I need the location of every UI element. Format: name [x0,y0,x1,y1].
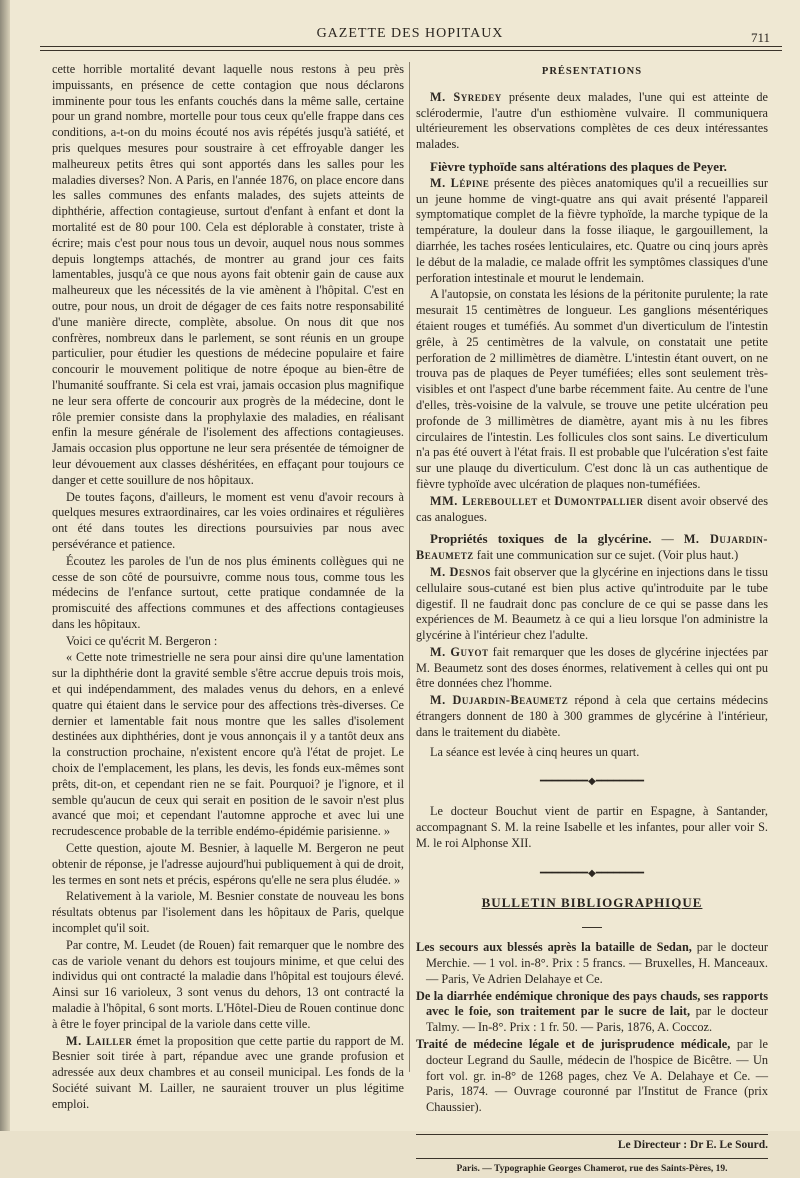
speaker-name: M. Guyot [430,644,489,659]
subsection-title-glycerine: Propriétés toxiques de la glycérine. [430,531,652,547]
paragraph: Cette question, ajoute M. Besnier, à laquelle M. Bergeron ne peut obtenir de réponse, je l'adresse aujourd'hui publiquement à qui de droit, les termes en sont nets et précis, espérons qu'elle ne sera plus éludée. » [52,841,404,887]
subsection-title-fievre: Fièvre typhoïde sans altérations des plaques de Peyer. [430,158,727,174]
speaker-name: M. Desnos [430,564,491,579]
paragraph: A l'autopsie, on constata les lésions de la péritonite purulente; la rate mesurait 15 centimètres de longueur. Les ganglions mésentériques étaient rouges et tuméfiés. Au sommet d'un diverticulum de l'intestin grêle, à 25 centimètres de la valvule, on constatait une petite perforation de 2 millimètres de diamètre. L'intestin étant ouvert, on ne trouva pas de plaques de Peyer tuméfiées; elles sont seulement très-visibles et ont l'aspect d'une barbe récemment faite. Au centre de l'une d'elles, très-voisine de la valvule, se trouve une petite ulcération peu profonde de 3 millimètres de diamètre, ayant mis à nu les fibres circulaires de l'intestin. Les follicules clos sont sains. Le diverticulum n'a pas été ouvert à l'état frais. Il est probable que l'ulcération s'est faite sur une plauqe du diverticulum. C'est donc là un cas authentique de fièvre typhoïde avec ulcération de plaques non-tuméfiées. [416,287,768,491]
column-divider [409,62,410,1072]
paragraph: Écoutez les paroles de l'un de nos plus éminents collègues qui ne cesse de son côté de poursuivre, comme nous tous, comme tous les médecins de l'enfance surtout, cette pratique condamnée de la promiscuité des affections communes et des affections contagieuses dans les hôpitaux. [52,553,404,631]
paragraph: cette horrible mortalité devant laquelle nous restons à peu près impuissants, en présence de cette contagion que nous déclarons imminente pour tous les enfants couchés dans la même salle, certaine pour un grand nombre, mortelle pour tous ceux qu'elle frappe dans ces conditions, a-t-on du moins écouté nos avis répétés jusqu'à satiété, et pris quelques mesures pour soustraire à cet effroyable danger les malheureux petits êtres qui sont apportés dans les salles pour les maladies diverses? Non. A Paris, en l'année 1876, on place encore dans les salles communes des enfants malades, des sujets atteints de diphthérie, affection contagieuse, surtout d'enfant à enfant et dont la mortalité est de 80 pour 100. Cela est déplorable à constater, triste à écrire; mais c'est pour nous tous un devoir, auquel nous nous sommes depuis longtemps attachés, de montrer au grand jour ces faits lamentables, jusqu'à ce que nous ayons fait obtenir gain de cause aux malheureux que les nécessités de la vie amènent à l'hôpital. C'est en outre, pour nous, un droit de dégager de ces faits notre responsabilité d'une manière directe, complète, absolue. On nous dit que nos confrères, nombreux dans le parlement, se sont réunis en un groupe particulier, pour étudier les questions de médecine populaire et faire concourir le mouvement politique de notre époque au bien-être de l'humanité souffrante. Si cela est vrai, jamais occasion plus magnifique ne leur sera offerte de concourir aux progrès de la médecine, dont le rôle premier consiste dans la prophylaxie des maladies, en réalisant enfin la mesure générale de l'isolement des affections contagieuses. Jamais occasion plus opportune ne leur sera présentée de témoigner de leur dévouement aux classes déshéritées, en effaçant pour toujours ce danger et cette souillure de nos hôpitaux. [52,62,404,487]
speaker-text: fait une communication sur ce sujet. (Voir plus haut.) [476,548,739,563]
paragraph [416,645,768,692]
imprint-line: Paris. — Typographie Georges Chamerot, rue des Saints-Pères, 19. [416,1158,768,1178]
paragraph [416,565,768,644]
bib-details: par le docteur Legrand du Saulle, médecin de l'hospice de Bicêtre. — Un fort vol. gr. in-8° de 1268 pages, chez Ve A. Delahaye et Ce. — Paris, 1874. — Ouvrage couronné par l'Institut de France (prix Chaussier). [426,1037,768,1115]
paragraph-bouchut: Le docteur Bouchut vient de partir en Espagne, à Santander, accompagnant S. M. la reine Isabelle et les infantes, pour aller voir S. M. le roi Alphonse XII. [416,804,768,850]
paragraph [416,90,768,153]
speaker-name: M. Lailler [66,1033,133,1048]
paragraph: Propriétés toxiques de la glycérine. — M. Dujardin-Beaumetz fait une communication sur ce sujet. (Voir plus haut.) [416,531,768,563]
director-line: Le Directeur : Dr E. Le Sourd. [416,1134,768,1154]
speaker-name: M. Dujardin-Beaumetz [430,693,569,708]
ornament-divider: ━━━━━━━━◆━━━━━━━━ [539,776,645,788]
bib-title: De la diarrhée endémique chronique des pays chauds, ses rapports avec le foie, son traitement par le sucre de lait, [416,988,768,1019]
header-rule [40,46,782,47]
paragraph-lailler [52,1034,404,1113]
speaker-text: fait remarquer que les doses de glycérine injectées par M. Beaumetz sont des doses énormes, relativement à celles qui ont pu être données chez l'homme. [416,644,768,691]
bib-title: Les secours aux blessés après la bataille de Sedan, [416,940,692,955]
speaker-text: disent avoir observé des cas analogues. [416,493,769,524]
speaker-text: émet la proposition que cette partie du rapport de M. Besnier soit tirée à part, répandue avec une grande profusion et adressée aux deux chambres et au conseil municipal. Les fonds de la Société suivant M. Lailler, ne sauraient trouver un plus légitime emploi. [52,1033,404,1111]
paragraph: De toutes façons, d'ailleurs, le moment est venu d'avoir recours à quelques mesures extraordinaires, car les voies ordinaires et régulières ont été dans toutes les directions poursuivies par nous avec persévérance et patience. [52,489,404,551]
bib-title: Traité de médecine légale et de jurisprudence médicale, [416,1037,731,1052]
paragraph [416,494,768,526]
speaker-text: présente des pièces anatomiques qu'il a recueillies sur un jeune homme de vingt-quatre ans qui avait présenté l'appareil symptomatique complet de la fièvre typhoïde, la marche typique de la température, la douleur dans la fosse iliaque, le gargouillement, la diarrhée, les taches rosées lenticulaires, etc. Quatre ou cinq jours après le début de la maladie, ce malade offrit les symptômes classiques d'une perforation intestinale et mourut le lendemain. [416,175,768,285]
paragraph: Par contre, M. Leudet (de Rouen) fait remarquer que le nombre des cas de variole venant du dehors est toujours minime, et que celui des individus qui ont contracté la maladie dans l'hôpital est toujours élevé. Ainsi sur 16 varioleux, 3 sont venus du dehors, 13 ont contracté la maladie à l'hôpital, 6 sont morts. L'Hôtel-Dieu de Rouen continue donc à être le foyer principal de la variole dans cette ville. [52,937,404,1031]
bib-details: par le docteur Merchie. — 1 vol. in-8°. Prix : 5 francs. — Bruxelles, H. Manceaux. — Paris, Ve Adrien Delahaye et Ce. [426,940,768,986]
speaker-name: M. Syredey [430,89,502,104]
bib-entry [416,940,768,987]
ornament-divider: ━━━━━━━━◆━━━━━━━━ [539,867,645,879]
paragraph [416,693,768,740]
speaker-text: fait observer que la glycérine en injections dans le tissu cellulaire sous-cutané est bien plus active qu'introduite par le tube digestif. Il ne faudrait donc pas conclure de ce qui se passe dans les expériences de M. Beaumetz à ce qui a lieu lorsque l'on administre la glycérine à l'intérieur chez l'adulte. [416,564,769,643]
paragraph: Relativement à la variole, M. Besnier constate de nouveau les bons résultats obtenus par l'isolement dans les hôpitaux de Paris, quelque incomplet qu'il soit. [52,889,404,936]
section-title-presentations: PRÉSENTATIONS [541,66,643,77]
left-column [52,62,404,1114]
page-number: 711 [750,30,770,45]
section-title-bulletin: BULLETIN BIBLIOGRAPHIQUE [481,895,703,911]
short-rule [582,927,602,928]
paragraph: Voici ce qu'écrit M. Bergeron : [66,633,218,648]
journal-title: GAZETTE DES HOPITAUX [316,26,504,41]
speaker-text: répond à cela que certains médecins étrangers donnent de 180 à 300 grammes de glycérine à l'intérieur, dans le traitement du diabète. [416,693,769,739]
bib-entry [416,989,768,1036]
page-header [40,22,780,52]
paragraph-seance: La séance est levée à cinq heures un quart. [430,744,640,759]
conjunction: et [541,493,551,508]
bib-details: par le docteur Talmy. — In-8°. Prix : 1 fr. 50. — Paris, 1876, A. Coccoz. [426,1004,768,1035]
speaker-name: MM. Lereboullet [430,493,538,508]
right-column [416,62,768,1178]
speaker-name: Dumontpallier [554,493,644,508]
speaker-name: M. Lépine [430,175,490,190]
quote-paragraph: « Cette note trimestrielle ne sera pour ainsi dire qu'une lamentation sur la diphthérie dont la gravité semble s'être accrue depuis trois mois, et qui indépendamment, des malades venus du dehors, en a enlevé quatre qui étaient dans le service pour des affections très-diverses. Ce dernier et lamentable fait nous montre que les salles d'isolement destinées aux diphthéries, dont je vous annonçais il y a tantôt deux ans la construction prochaine, n'existent encore qu'à l'état de projet. Le choix de l'emplacement, les plans, les devis, les fonds eux-mêmes sont prêts, dit-on, et cependant rien ne se fait. Pourquoi? je l'ignore, et il semble qu'aucun de ceux qui serait en position de le savoir n'est plus avancé que moi; et cependant l'automne approche et avec lui une recrudescence probable de la terrible endémo-épidémie parisienne. » [52,650,404,839]
page-binding-shadow [0,0,10,1131]
header-rule-double [40,50,782,51]
paragraph [416,176,768,287]
speaker-text: présente deux malades, l'une qui est atteinte de sclérodermie, l'autre d'un esthiomène vulvaire. Il communiquera ultérieurement les observations complètes de ces deux intéressantes malades. [416,89,768,152]
speaker-name: M. Dujardin-Beaumetz [416,532,768,563]
bib-entry [416,1037,768,1116]
